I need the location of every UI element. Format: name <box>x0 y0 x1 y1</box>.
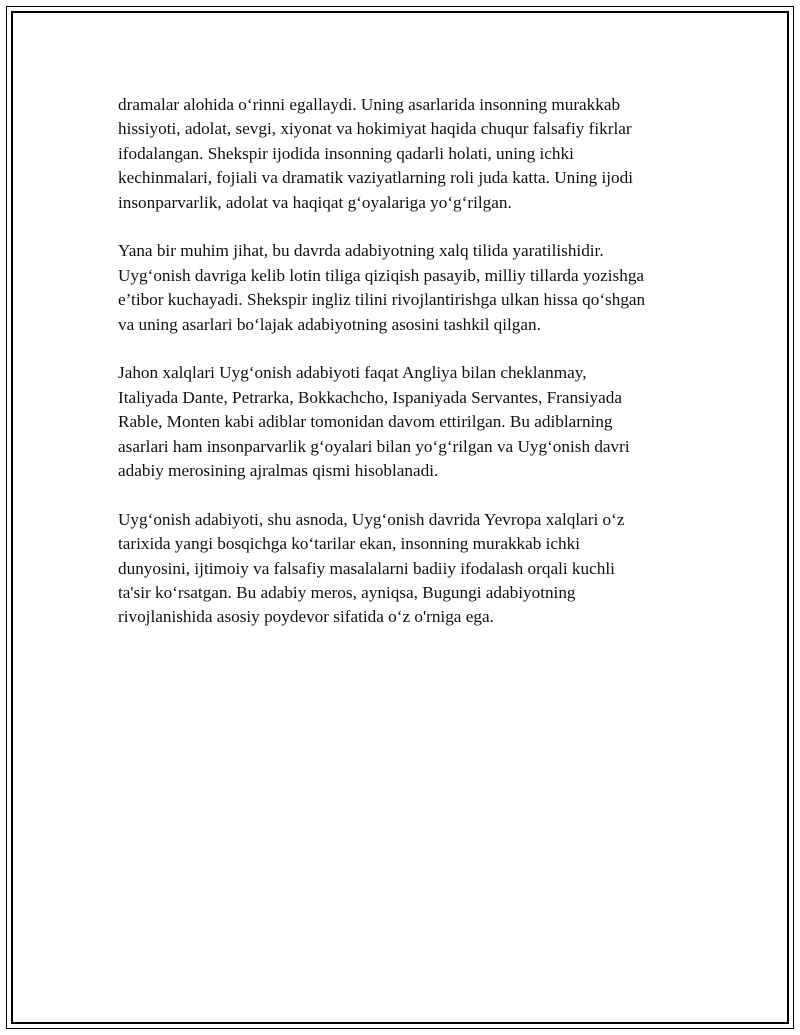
text-line: asarlari ham insonparvarlik g‘oyalari bilan yo‘g‘rilgan va Uyg‘onish davri <box>118 436 630 456</box>
text-line: dramalar alohida o‘rinni egallaydi. Uning asarlarida insonning murakkab <box>118 95 621 114</box>
text-line: Uyg‘onish adabiyoti, shu asnoda, Uyg‘onish davrida Yevropa xalqlari o‘z <box>118 509 625 529</box>
text-line: hissiyoti, adolat, sevgi, xiyonat va hokimiyat haqida chuqur falsafiy fikrlar <box>118 119 632 139</box>
text-line: ifodalangan. Shekspir ijodida insonning qadarli holati, uning ichki <box>118 143 574 163</box>
document-body <box>118 93 698 654</box>
text-line: Uyg‘onish davriga kelib lotin tiliga qiziqish pasayib, milliy tillarda yozishga <box>118 265 645 285</box>
text-line: Italiyada Dante, Petrarka, Bokkachcho, Ispaniyada Servantes, Fransiyada <box>118 387 622 407</box>
text-line: Rable, Monten kabi adiblar tomonidan davom ettirilgan. Bu adiblarning <box>118 412 613 432</box>
text-line: Yana bir muhim jihat, bu davrda adabiyotning xalq tilida yaratilishidir. <box>118 241 604 261</box>
paragraph-uygonish-adabiyoti <box>118 508 698 630</box>
text-line: dunyosini, ijtimoiy va falsafiy masalalarni badiiy ifodalash orqali kuchli <box>118 558 615 578</box>
text-line: tarixida yangi bosqichga ko‘tarilar ekan, insonning murakkab ichki <box>118 534 581 554</box>
text-line: kechinmalari, fojiali va dramatik vaziyatlarning roli juda katta. Uning ijodi <box>118 168 633 188</box>
paragraph-shekspir-dramalar <box>118 93 698 215</box>
text-line: ta'sir ko‘rsatgan. Bu adabiy meros, ayniqsa, Bugungi adabiyotning <box>118 583 576 603</box>
text-line: insonparvarlik, adolat va haqiqat g‘oyalariga yo‘g‘rilgan. <box>118 192 512 212</box>
text-line: e’tibor kuchayadi. Shekspir ingliz tilini rivojlantirishga ulkan hissa qo‘shgan <box>118 290 646 310</box>
text-line: rivojlanishida asosiy poydevor sifatida o‘z o'rniga ega. <box>118 607 494 627</box>
text-line: va uning asarlari bo‘lajak adabiyotning asosini tashkil qilgan. <box>118 314 541 334</box>
text-line: Jahon xalqlari Uyg‘onish adabiyoti faqat Angliya bilan cheklanmay, <box>118 363 587 383</box>
text-line: adabiy merosining ajralmas qismi hisoblanadi. <box>118 461 439 481</box>
paragraph-jahon-xalqlari <box>118 361 698 483</box>
paragraph-xalq-tili <box>118 239 698 337</box>
